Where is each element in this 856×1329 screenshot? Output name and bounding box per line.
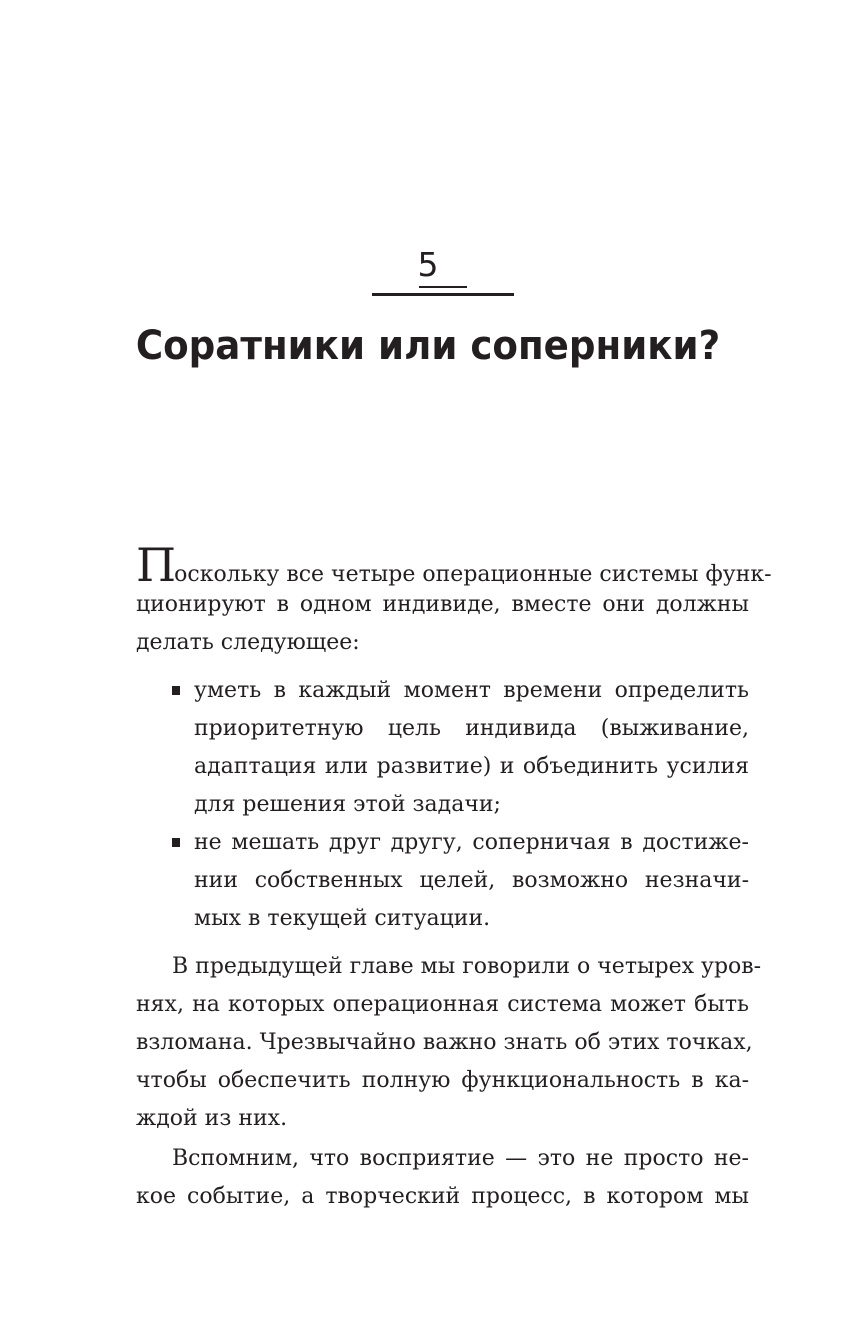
text-line: ционируют в одном индивиде, вместе они должны [136,592,749,617]
text-line: кое событие, а творческий процесс, в котором мы [136,1184,749,1209]
text-line: уметь в каждый момент времени определить [194,678,749,703]
text-line: адаптация или развитие) и объединить усилия [194,754,749,779]
paragraph-perception-cont [136,1178,749,1216]
square-bullet-icon [172,838,180,847]
text-line: Вспомним, что восприятие — это не просто не- [172,1146,749,1171]
drop-cap: П [136,538,175,592]
text-line: взломана. Чрезвычайно важно знать об этих точках, [136,1030,753,1055]
body-text [136,538,772,1216]
paragraph-previous-chapter [136,948,762,986]
line-text: оскольку все четыре операционные системы функ- [174,562,772,587]
text-line: для решения этой задачи; [194,792,501,817]
text-line [136,538,772,592]
square-bullet-icon [172,686,180,695]
chapter-title: Соратники или соперники? [135,323,721,369]
text-line: приоритетную цель индивида (выживание, [194,716,749,741]
paragraph-intro [136,538,772,662]
text-line: делать следующее: [136,630,360,655]
text-line: ждой из них. [136,1106,288,1131]
text-line: В предыдущей главе мы говорили о четырех уров- [172,954,762,979]
list-item [136,672,749,824]
text-line: нии собственных целей, возможно незначи- [194,868,749,893]
chapter-rule [372,293,514,296]
list-item [136,824,749,938]
chapter-number: 5 [417,245,439,284]
text-line: не мешать друг другу, соперничая в достиже- [194,830,749,855]
text-line: чтобы обеспечить полную функциональность в ка- [136,1068,749,1093]
text-line: мых в текущей ситуации. [194,906,491,931]
paragraph-previous-chapter-cont [136,986,753,1138]
paragraph-perception [136,1140,749,1178]
chapter-number-underline [419,286,467,288]
text-line: нях, на которых операционная система может быть [136,992,749,1017]
